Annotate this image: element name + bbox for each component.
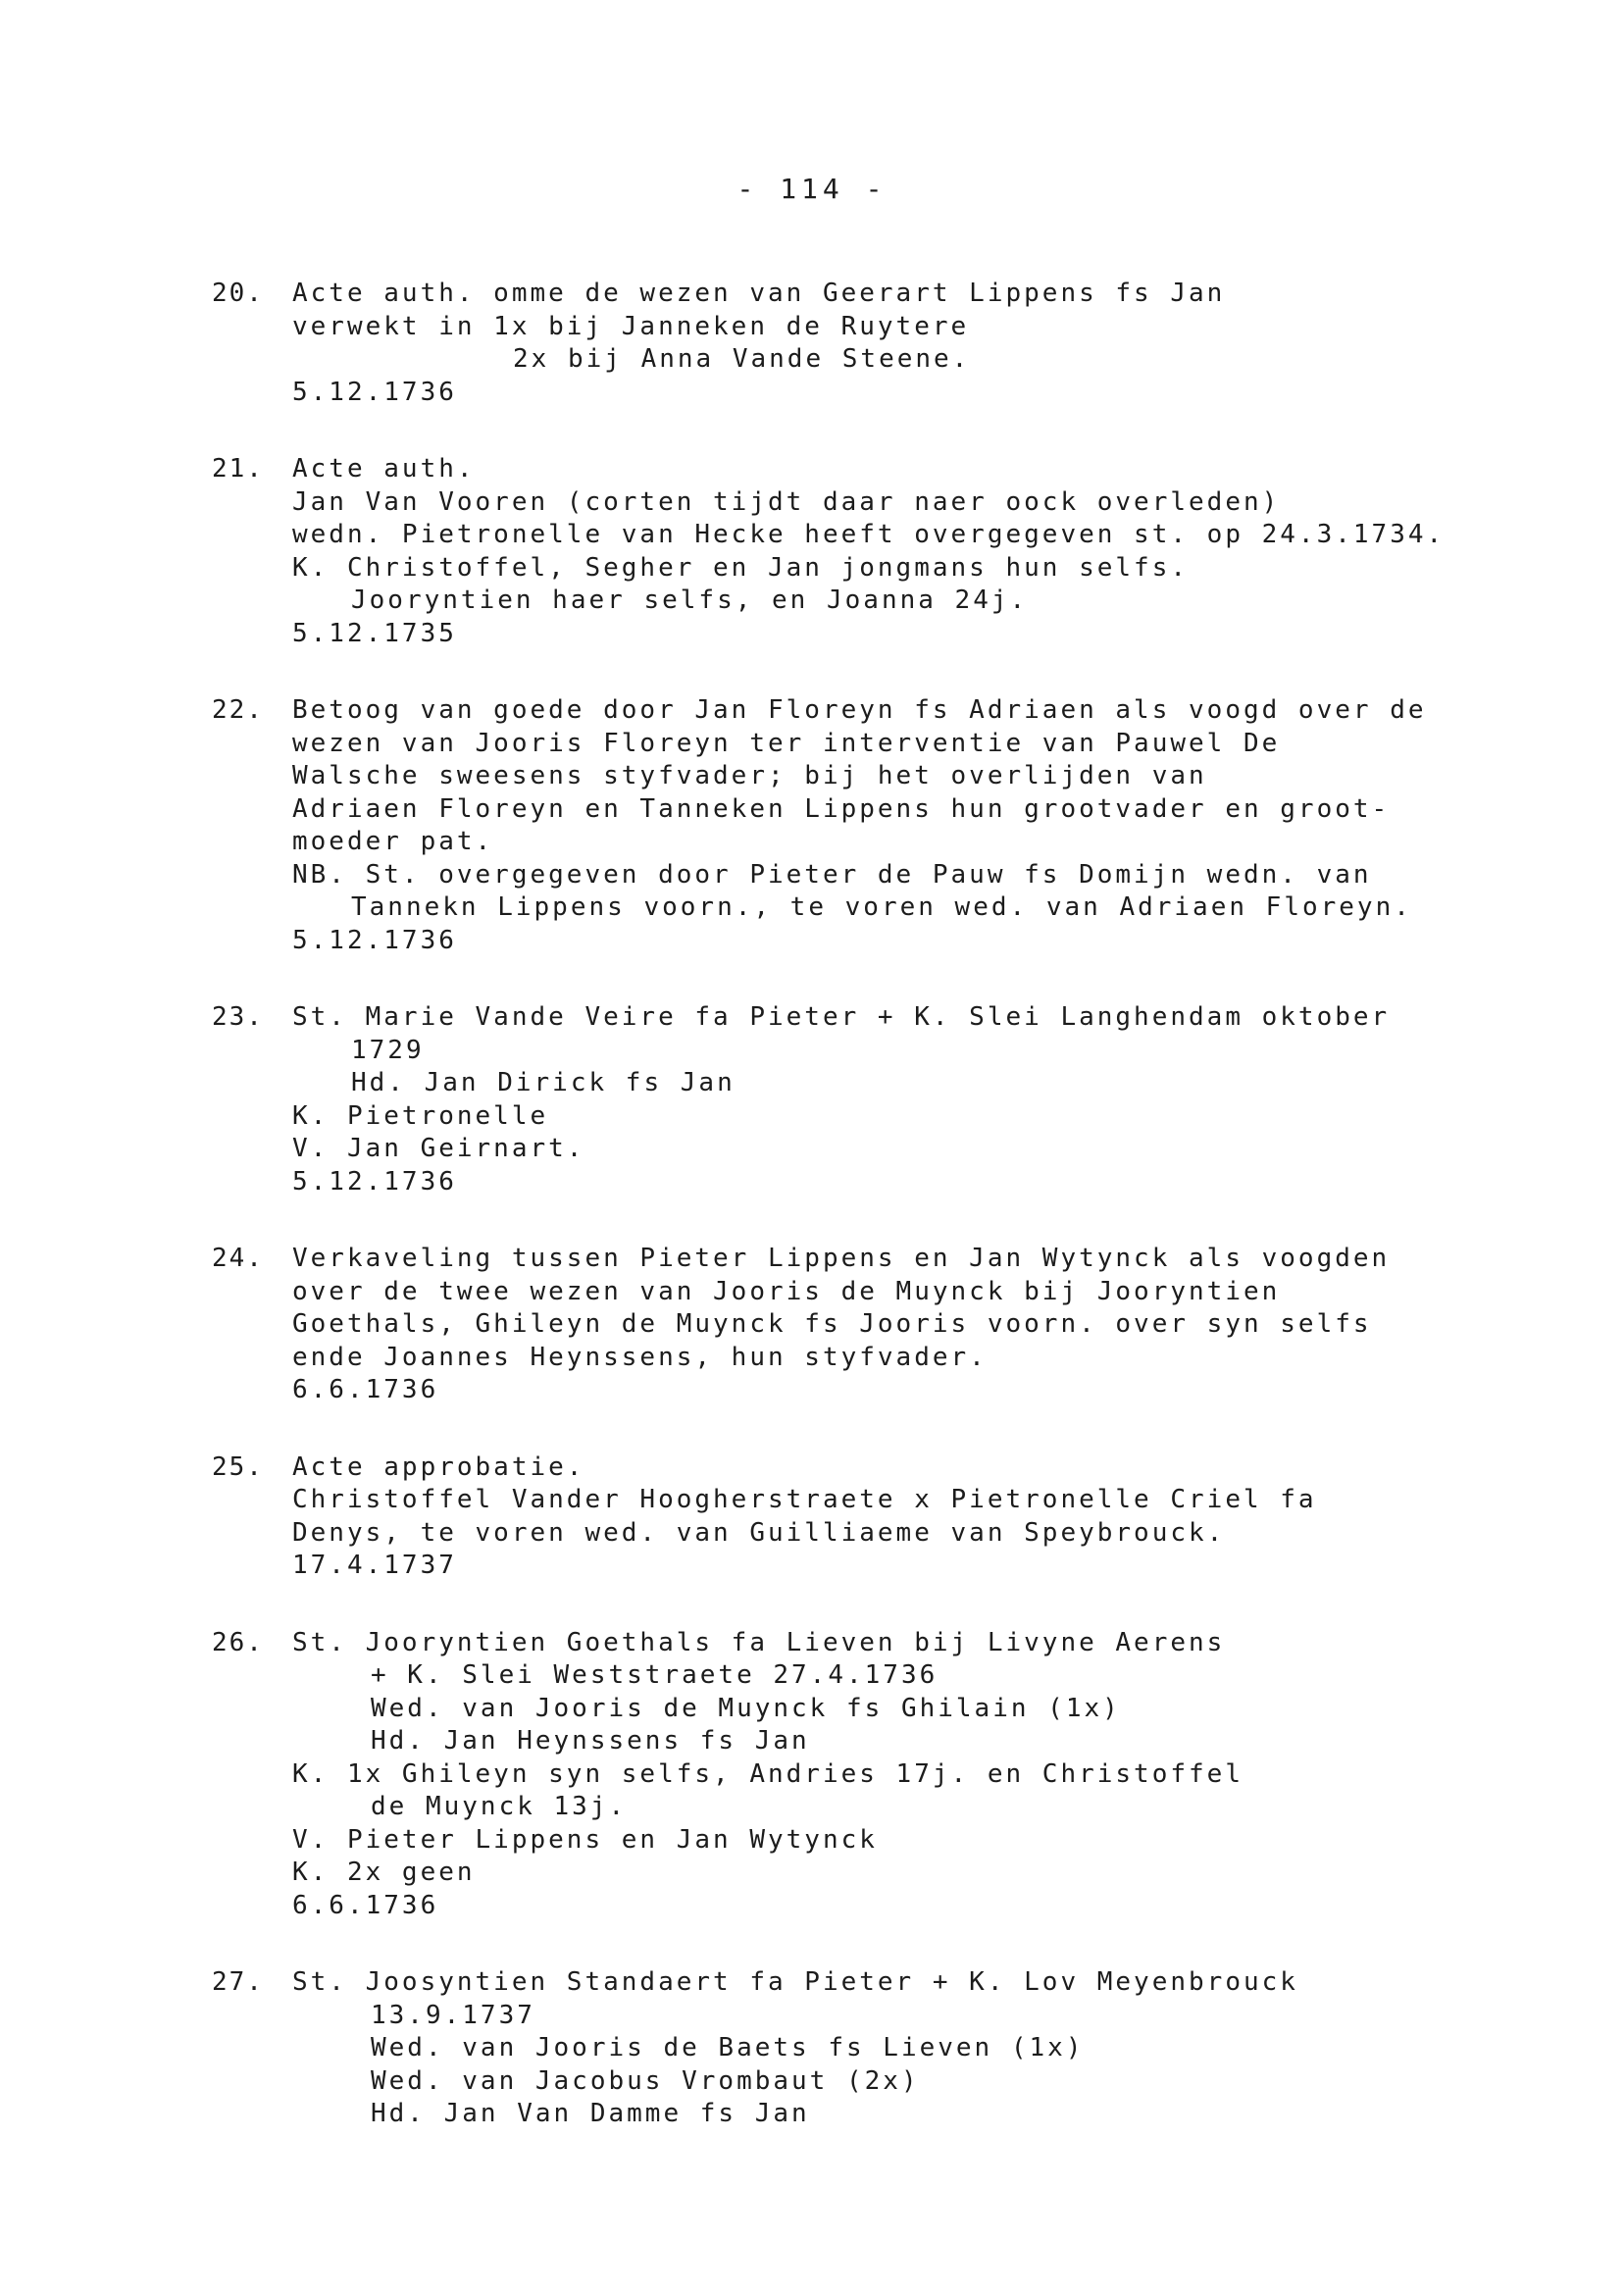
entry-line: ende Joannes Heynssens, hun styfvader.	[292, 1342, 988, 1372]
entry-line: Jan Van Vooren (corten tijdt daar naer oock overleden)	[292, 486, 1281, 517]
entry-line: moeder pat.	[292, 827, 494, 856]
entry-line: St. Marie Vande Veire fa Pieter + K. Slei Langhendam oktober	[292, 1002, 1391, 1032]
entry-number: 21.	[212, 454, 264, 484]
entry-line: K. 1x Ghileyn syn selfs, Andries 17j. en Christoffel	[292, 1758, 1243, 1789]
entry-line: Wed. van Jacobus Vrombaut (2x)	[371, 2065, 920, 2096]
entry-number: 23.	[212, 1002, 264, 1032]
entry-line: Wed. van Jooris de Muynck fs Ghilain (1x)	[371, 1693, 1121, 1723]
entry-line: V. Pieter Lippens en Jan Wytynck	[292, 1824, 878, 1855]
entry-date: 5.12.1736	[292, 1166, 457, 1196]
entry-date: 5.12.1735	[292, 618, 457, 648]
entry-26	[212, 1627, 1585, 1923]
entry-number: 26.	[212, 1627, 264, 1657]
entry-21	[212, 453, 1585, 650]
entry-line: over de twee wezen van Jooris de Muynck bij Jooryntien	[292, 1276, 1281, 1306]
entry-line: Goethals, Ghileyn de Muynck fs Jooris voorn. over syn selfs	[292, 1309, 1372, 1339]
entry-number: 22.	[212, 695, 264, 725]
entry-24	[212, 1243, 1585, 1407]
entry-line: St. Joosyntien Standaert fa Pieter + K. Lov Meyenbrouck	[292, 1967, 1298, 1997]
entry-line: V. Jan Geirnart.	[292, 1134, 585, 1163]
entry-line: 1729	[351, 1035, 425, 1065]
entry-line: + K. Slei Weststraete 27.4.1736	[371, 1660, 939, 1690]
entry-25	[212, 1451, 1585, 1583]
entry-number: 20.	[212, 279, 264, 308]
entry-20	[212, 278, 1585, 409]
entry-number: 27.	[212, 1967, 264, 1997]
entry-22	[212, 694, 1585, 957]
entry-line: Hd. Jan Van Damme fs Jan	[371, 2099, 810, 2128]
entry-line: de Muynck 13j.	[371, 1792, 628, 1821]
entry-list	[212, 278, 1585, 2175]
entry-line: St. Jooryntien Goethals fa Lieven bij Livyne Aerens	[292, 1627, 1226, 1657]
entry-number: 24.	[212, 1244, 264, 1273]
entry-date: 17.4.1737	[292, 1551, 457, 1580]
entry-line: Acte auth. omme de wezen van Geerart Lippens fs Jan	[292, 279, 1226, 308]
entry-line: Betoog van goede door Jan Floreyn fs Adriaen als voogd over de	[292, 695, 1427, 725]
entry-line: Tannekn Lippens voorn., te voren wed. van Adriaen Floreyn.	[351, 892, 1412, 922]
entry-date: 6.6.1736	[292, 1890, 439, 1920]
entry-line: verwekt in 1x bij Janneken de Ruytere	[292, 311, 970, 341]
entry-line: Acte approbatie.	[292, 1451, 585, 1482]
page-number: - 114 -	[736, 173, 888, 205]
entry-line: wezen van Jooris Floreyn ter interventie van Pauwel De	[292, 728, 1281, 758]
entry-line: 13.9.1737	[371, 2000, 535, 2030]
entry-date: 5.12.1736	[292, 377, 457, 407]
entry-line: Adriaen Floreyn en Tanneken Lippens hun grootvader en groot-	[292, 793, 1391, 824]
entry-line: Jooryntien haer selfs, en Joanna 24j.	[351, 585, 1029, 615]
entry-line: Verkaveling tussen Pieter Lippens en Jan Wytynck als voogden	[292, 1244, 1391, 1273]
entry-line: wedn. Pietronelle van Hecke heeft overgegeven st. op 24.3.1734.	[292, 520, 1446, 549]
entry-line: 2x bij Anna Vande Steene.	[513, 344, 971, 374]
entry-date: 6.6.1736	[292, 1375, 439, 1404]
entry-line: K. Pietronelle	[292, 1100, 549, 1131]
entry-line: Acte auth.	[292, 454, 476, 484]
entry-line: Hd. Jan Dirick fs Jan	[351, 1068, 736, 1097]
entry-line: NB. St. overgegeven door Pieter de Pauw fs Domijn wedn. van	[292, 859, 1372, 890]
entry-23	[212, 1001, 1585, 1198]
entry-27	[212, 1966, 1585, 2131]
entry-number: 25.	[212, 1451, 264, 1482]
entry-line: Wed. van Jooris de Baets fs Lieven (1x)	[371, 2033, 1085, 2062]
entry-line: Hd. Jan Heynssens fs Jan	[371, 1726, 810, 1756]
entry-line: Denys, te voren wed. van Guilliaeme van Speybrouck.	[292, 1517, 1226, 1548]
entry-line: K. Christoffel, Segher en Jan jongmans hun selfs.	[292, 552, 1190, 583]
entry-date: 5.12.1736	[292, 925, 457, 955]
entry-line: Christoffel Vander Hoogherstraete x Pietronelle Criel fa	[292, 1485, 1317, 1514]
entry-line: K. 2x geen	[292, 1858, 476, 1887]
entry-line: Walsche sweesens styfvader; bij het overlijden van	[292, 761, 1207, 790]
